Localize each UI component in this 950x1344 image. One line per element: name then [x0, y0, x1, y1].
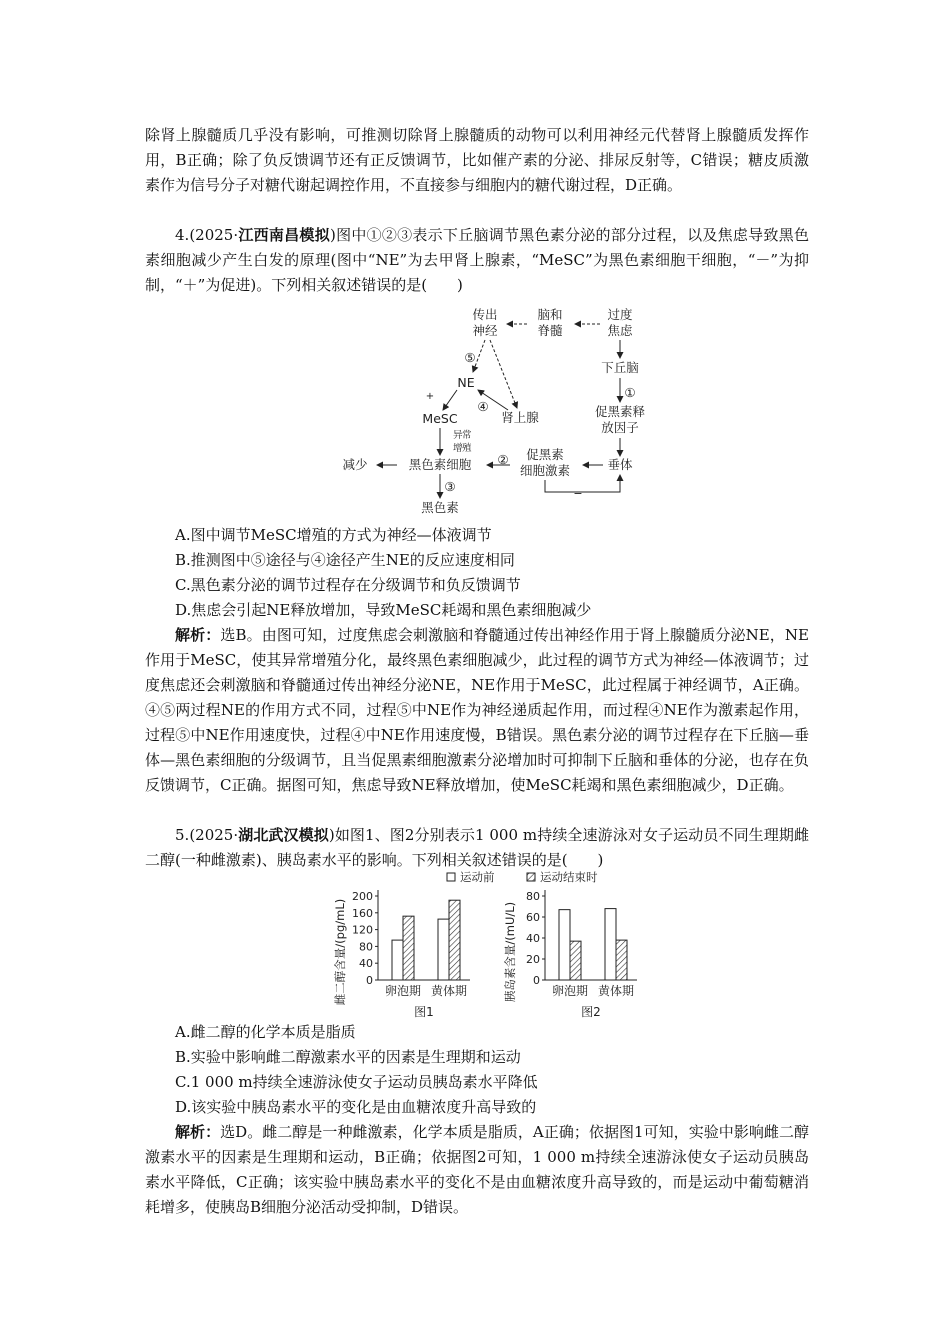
legend-before-label: 运动前: [460, 870, 495, 884]
label-yichang-3: 增: [453, 443, 463, 454]
question-5-stem: 5.(2025·湖北武汉模拟)如图1、图2分别表示1 000 m持续全速游泳对女子运动员不同生理期雌二醇(一种雌激素)、胰岛素水平的影响。下列相关叙述错误的是( ): [145, 826, 809, 869]
q5-option-d: D.该实验中胰岛素水平的变化是由血糖浓度升高导致的: [175, 1098, 537, 1116]
q4-option-d: D.焦虑会引起NE释放增加，导致MeSC耗竭和黑色素细胞减少: [175, 601, 592, 619]
node-cuheisu-1: 促黑素: [526, 447, 564, 462]
bar-黄体期-运动前: [438, 919, 449, 980]
chart-2: [503, 890, 637, 1019]
bar-卵泡期-运动前: [559, 910, 570, 980]
x-tick-label: 卵泡期: [551, 984, 589, 998]
legend-after-swatch: [527, 873, 535, 881]
label-minus: −: [573, 487, 583, 500]
q4-number: 4.: [175, 226, 190, 244]
node-jianshao: 减少: [342, 457, 368, 472]
y-tick-label: 80: [526, 890, 540, 903]
q4-option-b: B.推测图中⑤途径与④途径产生NE的反应速度相同: [175, 551, 515, 569]
node-xiaqiunao: 下丘脑: [601, 360, 639, 375]
q5-analysis-text: 选D。雌二醇是一种雌激素，化学本质是脂质，A正确；依据图1可知，实验中影响雌二醇激素水平的因素是生理期和运动，B正确；依据图2可知，1 000 m持续全速游泳使女子运动员胰岛素水平降低，C正确；该实验中胰岛素水平的变化不是由血糖浓度升高导致的，而是运动中葡萄糖消耗增多，使胰岛B细胞分泌活动受抑制，D错误。: [145, 1123, 809, 1216]
q5-number: 5.: [175, 826, 190, 844]
y-tick-label: 20: [526, 953, 540, 966]
q5-analysis-label: 解析：: [175, 1123, 221, 1141]
q5-stem-text: 如图1、图2分别表示1 000 m持续全速游泳对女子运动员不同生理期雌二醇(一种雌激素)、胰岛素水平的影响。下列相关叙述错误的是( ): [145, 826, 809, 869]
q4-analysis-label: 解析：: [175, 626, 221, 644]
y-tick-label: 0: [366, 974, 373, 987]
y-tick-label: 160: [352, 906, 373, 920]
label-c5: ⑤: [464, 350, 476, 365]
bar-黄体期-运动前: [605, 909, 616, 980]
label-yichang-4: 殖: [462, 443, 472, 454]
x-tick-label: 黄体期: [597, 984, 635, 998]
q5-analysis: [145, 1120, 809, 1220]
node-chuiti: 垂体: [607, 457, 633, 472]
chart-title: 图2: [581, 1005, 601, 1019]
bar-卵泡期-运动前: [392, 940, 403, 980]
q5-option-c: C.1 000 m持续全速游泳使女子运动员胰岛素水平降低: [175, 1073, 538, 1091]
node-mesc: MeSC: [422, 411, 458, 426]
y-tick-label: 200: [352, 890, 373, 903]
node-guodu-1: 过度: [607, 307, 633, 322]
node-heisesu-cell: 黑色素细胞: [408, 457, 472, 472]
q4-option-a: A.图中调节MeSC增殖的方式为神经—体液调节: [175, 526, 492, 544]
node-naohe-1: 脑和: [537, 307, 563, 322]
node-heisesu: 黑色素: [421, 500, 459, 515]
label-plus: +: [425, 391, 435, 402]
node-shen: 肾上腺: [501, 410, 539, 425]
q4-analysis-text: 选B。由图可知，过度焦虑会刺激脑和脊髓通过传出神经作用于肾上腺髓质分泌NE，NE作用于MeSC，使其异常增殖分化，最终黑色素细胞减少，此过程的调节方式为神经—体液调节；过度焦虑还会刺激脑和脊髓通过传出神经分泌NE，NE作用于MeSC，此过程属于神经调节，A正确。④⑤两过程NE的作用方式不同，过程⑤中NE作为神经递质起作用，而过程④NE作为激素起作用，过程⑤中NE作用速度快，过程④中NE作用速度慢，B错误。黑色素分泌的调节过程存在下丘脑—垂体—黑色素细胞的分级调节，且当促黑素细胞激素分泌增加时可抑制下丘脑和垂体的分泌，也存在负反馈调节，C正确。据图可知，焦虑导致NE释放增加，使MeSC耗竭和黑色素细胞减少，D正确。: [145, 626, 809, 794]
x-tick-label: 黄体期: [430, 984, 468, 998]
node-chuanchu-2: 神经: [472, 323, 498, 338]
y-axis-label: 雌二醇含量/(pg/mL): [333, 898, 347, 1006]
bar-卵泡期-运动结束时: [570, 941, 581, 980]
node-chuanchu-1: 传出: [472, 307, 498, 322]
label-c3: ③: [444, 479, 456, 494]
node-cuhei-2: 放因子: [601, 420, 639, 435]
q5-charts: [330, 868, 650, 1020]
y-tick-label: 60: [526, 911, 540, 924]
legend-after-label: 运动结束时: [540, 870, 598, 884]
bar-黄体期-运动结束时: [449, 900, 460, 980]
y-axis-label: 胰岛素含量/(mU/L): [503, 901, 517, 1003]
chart-1: [333, 890, 470, 1019]
y-tick-label: 80: [359, 940, 373, 954]
q4-diagram: [335, 300, 655, 520]
bar-黄体期-运动结束时: [616, 940, 627, 980]
node-cuheisu-2: 细胞激素: [519, 463, 571, 478]
paragraph-top: 除肾上腺髓质几乎没有影响，可推测切除肾上腺髓质的动物可以利用神经元代替肾上腺髓质发挥作用，B正确；除了负反馈调节还有正反馈调节，比如催产素的分泌、排尿反射等，C错误；糖皮质激素作为信号分子对糖代谢起调控作用，不直接参与细胞内的糖代谢过程，D正确。: [145, 126, 809, 194]
y-tick-label: 40: [359, 957, 373, 971]
x-tick-label: 卵泡期: [384, 984, 422, 998]
y-tick-label: 120: [352, 923, 373, 937]
q4-analysis: [145, 623, 809, 798]
node-guodu-2: 焦虑: [607, 323, 633, 338]
legend-before-swatch: [447, 873, 455, 881]
q5-option-b: B.实验中影响雌二醇激素水平的因素是生理期和运动: [175, 1048, 521, 1066]
node-cuhei-1: 促黑素释: [594, 404, 646, 419]
bar-卵泡期-运动结束时: [403, 916, 414, 980]
label-yichang-2: 常: [462, 430, 472, 441]
question-4-stem: 4.(2025·江西南昌模拟)图中①②③表示下丘脑调节黑色素分泌的部分过程，以及焦虑导致黑色素细胞减少产生白发的原理(图中“NE”为去甲肾上腺素，“MeSC”为黑色素细胞干细胞，“－”为抑制，“＋”为促进)。下列相关叙述错误的是( ): [145, 226, 809, 294]
q4-option-c: C.黑色素分泌的调节过程存在分级调节和负反馈调节: [175, 576, 521, 594]
q4-stem-text: 图中①②③表示下丘脑调节黑色素分泌的部分过程，以及焦虑导致黑色素细胞减少产生白发的原理(图中“NE”为去甲肾上腺素，“MeSC”为黑色素细胞干细胞，“－”为抑制，“＋”为促进)。下列相关叙述错误的是( ): [145, 226, 809, 294]
label-c2: ②: [497, 452, 509, 467]
node-naohe-2: 脊髓: [537, 323, 563, 338]
q4-source: 江西南昌模拟: [238, 226, 330, 244]
chart-title: 图1: [414, 1005, 434, 1019]
q5-option-a: A.雌二醇的化学本质是脂质: [175, 1023, 356, 1041]
label-c4: ④: [477, 399, 489, 414]
q5-source: 湖北武汉模拟: [238, 826, 329, 844]
y-tick-label: 40: [526, 932, 540, 945]
node-ne: NE: [457, 375, 475, 390]
y-tick-label: 0: [533, 974, 540, 987]
label-c1: ①: [624, 385, 636, 400]
label-yichang-1: 异: [453, 430, 463, 441]
